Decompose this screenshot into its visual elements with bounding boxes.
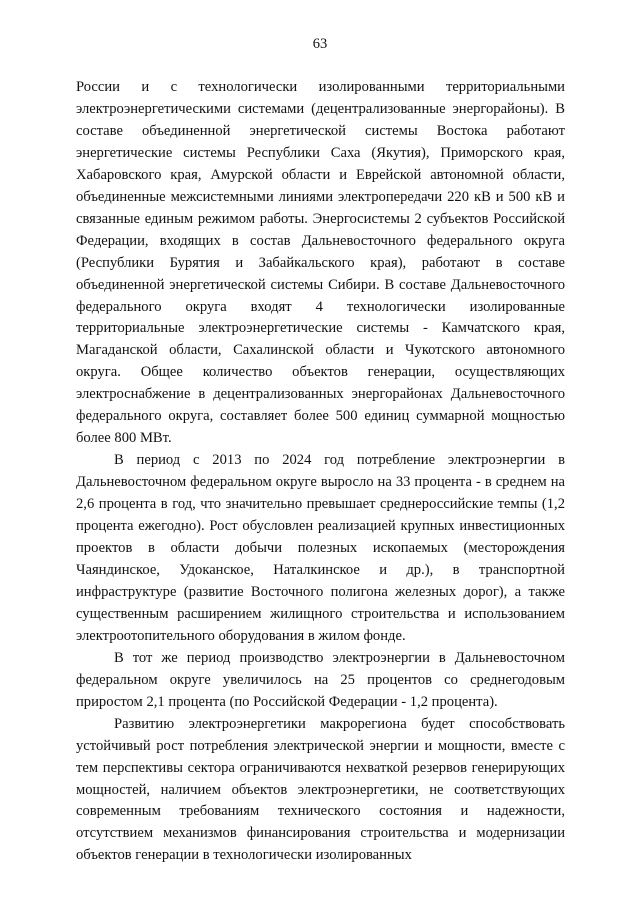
page-number: 63 — [312, 36, 328, 52]
paragraph-1: России и с технологически изолированными территориальными электроэнергетическими системами (децентрализованные энергорайоны). В составе объединенной энергетической системы Востока работают энергетические системы Республики Саха (Якутия), Приморского края, Хабаровского края, Амурской области и Еврейской автономной области, объединенные межсистемными линиями электропередачи 220 кВ и 500 кВ и связанные единым режимом работы. Энергосистемы 2 субъектов Российской Федерации, входящих в состав Дальневосточного федерального округа (Республики Бурятия и Забайкальского края), работают в составе объединенной энергетической системы Сибири. В составе Дальневосточного федерального округа входят 4 технологически изолированные территориальные электроэнергетические системы - Камчатского края, Магаданской области, Сахалинской области и Чукотского автономного округа. Общее количество объектов генерации, осуществляющих электроснабжение в децентрализованных энергорайонах Дальневосточного федерального округа, составляет более 500 единиц суммарной мощностью более 800 МВт. — [76, 79, 565, 447]
paragraph-3: В тот же период производство электроэнергии в Дальневосточном федеральном округе увеличилось на 25 процентов со среднегодовым приростом 2,1 процента (по Российской Федерации - 1,2 процента). — [76, 649, 565, 710]
paragraph-2: В период с 2013 по 2024 год потребление электроэнергии в Дальневосточном федеральном округе выросло на 33 процента - в среднем на 2,6 процента в год, что значительно превышает среднероссийские темпы (1,2 процента ежегодно). Рост обусловлен реализацией крупных инвестиционных проектов в области добычи полезных ископаемых (месторождения Чаяндинское, Удоканское, Наталкинское и др.), в транспортной инфраструктуре (развитие Восточного полигона железных дорог), а также существенным расширением жилищного строительства и использованием электроотопительного оборудования в жилом фонде. — [76, 452, 565, 644]
paragraph-4: Развитию электроэнергетики макрорегиона будет способствовать устойчивый рост потребления электрической энергии и мощности, вместе с тем перспективы сектора ограничиваются нехваткой резервов генерирующих мощностей, наличием объектов электроэнергетики, не соответствующих современным требованиям технического состояния и надежности, отсутствием механизмов финансирования строительства и модернизации объектов генерации в технологически изолированных — [76, 715, 565, 864]
document-body — [76, 77, 565, 867]
